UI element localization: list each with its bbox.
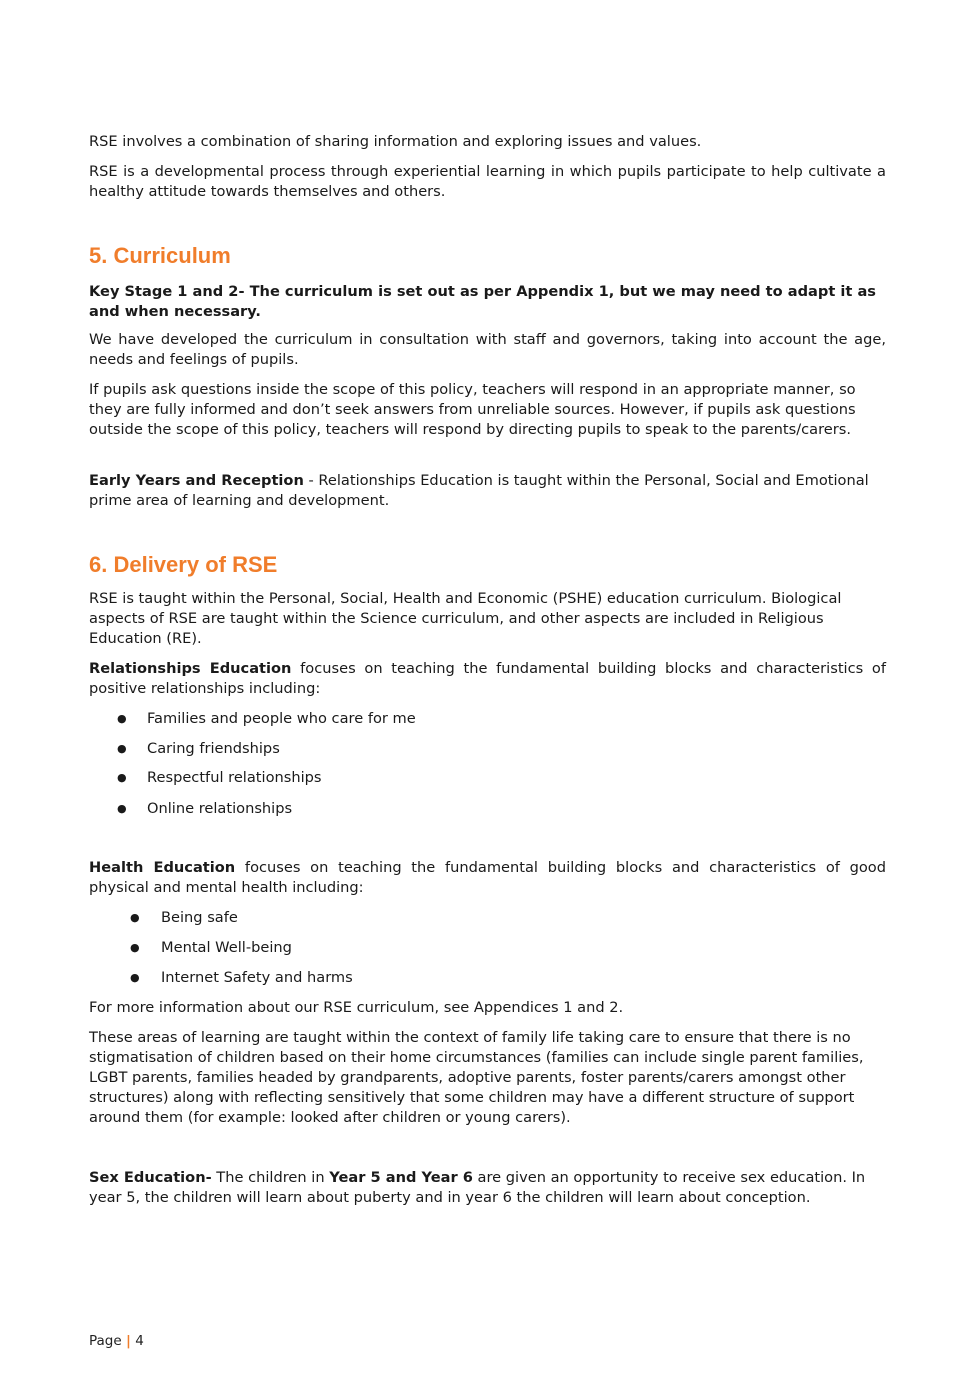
key-stage-paragraph: Key Stage 1 and 2- The curriculum is set out as per Appendix 1, but we may need to adapt it as and when necessary. xyxy=(89,283,876,320)
section-heading-delivery: 6. Delivery of RSE xyxy=(89,552,278,577)
curriculum-paragraph-2: If pupils ask questions inside the scope of this policy, teachers will respond in an appropriate manner, so they are fully informed and don’t seek answers from unreliable sources. However, if pupils ask questions outside the scope of this policy, teachers will respond by directing pupils to speak to the parents/carers. xyxy=(89,381,856,438)
early-years-text: - Relationships Education is taught within the Personal, Social and Emotional prime area of learning and development. xyxy=(89,472,869,509)
bullet-icon: ● xyxy=(130,941,140,954)
sex-education-label: Sex Education- xyxy=(89,1169,212,1186)
context-paragraph: These areas of learning are taught within the context of family life taking care to ensure that there is no stigmatisation of children based on their home circumstances (families can include single parent families, LGBT parents, families headed by grandparents, adoptive parents, foster parents/carers amongst other structures) along with reflecting sensitively that some children may have a different structure of support around them (for example: looked after children or young carers). xyxy=(89,1029,864,1126)
bullet-icon: ● xyxy=(130,971,140,984)
sex-education-paragraph: Sex Education- The children in Year 5 and Year 6 are given an opportunity to receive sex education. In year 5, the children will learn about puberty and in year 6 the children will learn about conception. xyxy=(89,1169,866,1206)
bullet-icon: ● xyxy=(117,802,127,815)
relationships-text: focuses on teaching the fundamental building blocks and characteristics of positive relationships including: xyxy=(89,660,886,697)
more-info-paragraph: For more information about our RSE curriculum, see Appendices 1 and 2. xyxy=(89,999,624,1016)
bullet-icon: ● xyxy=(117,771,127,784)
page-separator: | xyxy=(125,1333,131,1349)
intro-paragraph-1: RSE involves a combination of sharing information and exploring issues and values. xyxy=(89,133,702,150)
page-number: 4 xyxy=(135,1333,144,1349)
relationships-paragraph xyxy=(89,659,886,699)
page-footer xyxy=(89,1333,144,1349)
year-groups-bold: Year 5 and Year 6 xyxy=(329,1169,473,1186)
bullet-icon: ● xyxy=(117,712,127,725)
section-heading-curriculum: 5. Curriculum xyxy=(89,243,231,268)
health-text: focuses on teaching the fundamental building blocks and characteristics of good physical and mental health including: xyxy=(89,859,886,896)
intro-paragraph-2: RSE is a developmental process through experiential learning in which pupils participate to help cultivate a healthy attitude towards themselves and others. xyxy=(89,163,886,200)
early-years-paragraph xyxy=(89,471,886,511)
health-label: Health Education xyxy=(89,859,236,876)
relationships-label: Relationships Education xyxy=(89,660,292,677)
curriculum-paragraph-1: We have developed the curriculum in consultation with staff and governors, taking into account the age, needs and feelings of pupils. xyxy=(89,331,886,368)
page-label: Page xyxy=(89,1333,122,1349)
bullet-icon: ● xyxy=(130,911,140,924)
health-paragraph xyxy=(89,858,886,898)
bullet-icon: ● xyxy=(117,742,127,755)
delivery-paragraph-1: RSE is taught within the Personal, Social, Health and Economic (PSHE) education curriculum. Biological aspects of RSE are taught within the Science curriculum, and other aspects are included in Religious Education (RE). xyxy=(89,590,842,647)
early-years-label: Early Years and Reception xyxy=(89,472,304,489)
